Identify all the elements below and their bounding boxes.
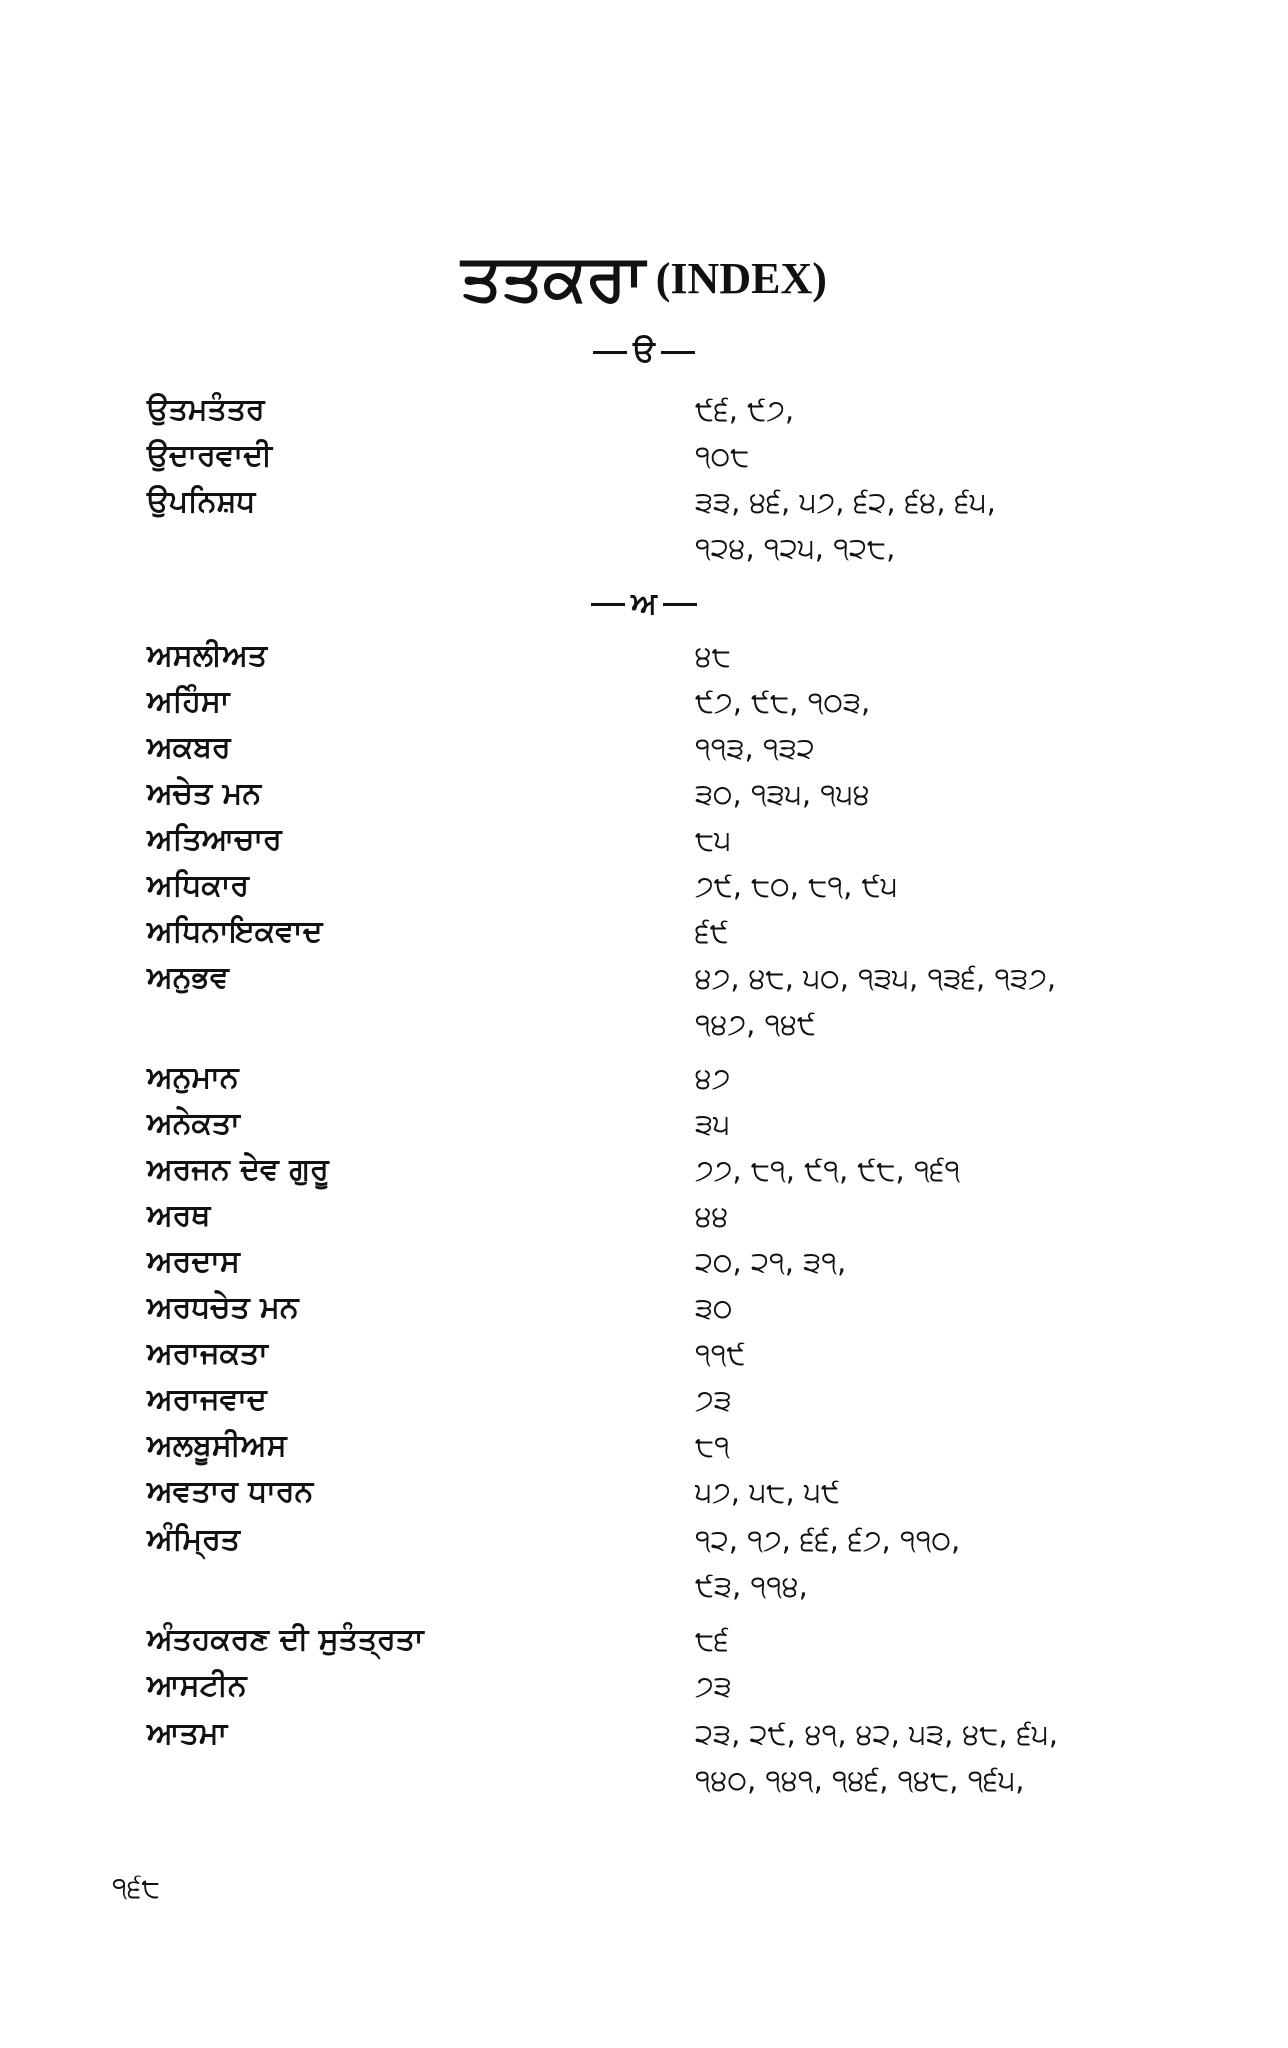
index-pages: ੭੩ — [695, 1669, 732, 1703]
index-term: ਅਧਿਨਾਇਕਵਾਦ — [147, 914, 323, 949]
index-pages: ੧੨, ੧੭, ੬੬, ੬੭, ੧੧੦, — [695, 1523, 961, 1557]
index-pages: ੭੩ — [695, 1383, 732, 1417]
index-term: ਅਨੇਕਤਾ — [147, 1106, 240, 1141]
index-pages: ੨੩, ੨੯, ੪੧, ੪੨, ੫੩, ੪੮, ੬੫, — [695, 1717, 1058, 1751]
page-title-main: ਤਤਕਰਾ — [461, 241, 645, 316]
index-term: ਅਰਾਜਵਾਦ — [147, 1382, 267, 1417]
index-pages: ੨੦, ੨੧, ੩੧, — [695, 1245, 847, 1279]
index-pages-continued: ੧੪੭, ੧੪੯ — [695, 1007, 817, 1041]
index-term: ਅਧਿਕਾਰ — [147, 868, 249, 903]
index-pages: ੩੦, ੧੩੫, ੧੫੪ — [695, 777, 870, 811]
index-pages: ੮੧ — [695, 1429, 730, 1463]
index-pages: ੪੪ — [695, 1199, 729, 1233]
index-pages: ੭੯, ੮੦, ੮੧, ੯੫ — [695, 869, 898, 903]
dash-right — [663, 603, 697, 606]
section-heading-a — [0, 584, 1288, 624]
index-pages: ੪੭, ੪੮, ੫੦, ੧੩੫, ੧੩੬, ੧੩੭, — [695, 961, 1057, 995]
page-title — [0, 238, 1288, 319]
index-term: ਅਰਾਜਕਤਾ — [147, 1336, 268, 1371]
index-term: ਅਰਥ — [147, 1198, 211, 1233]
index-pages: ੬੯ — [695, 915, 729, 949]
index-pages: ੧੦੮ — [695, 439, 750, 473]
index-term: ਅਰਧਚੇਤ ਮਨ — [147, 1290, 299, 1325]
dash-left — [593, 351, 627, 354]
section-letter: ੳ — [633, 334, 655, 369]
index-term: ਅਰਜਨ ਦੇਵ ਗੁਰੂ — [147, 1152, 329, 1187]
index-pages-continued: ੯੩, ੧੧੪, — [695, 1569, 808, 1603]
index-pages: ੮੫ — [695, 823, 732, 857]
index-term: ਆਤਮਾ — [147, 1716, 228, 1751]
index-term: ਅਸਲੀਅਤ — [147, 638, 268, 673]
section-heading-u — [0, 332, 1288, 372]
index-pages: ੩੦ — [695, 1291, 733, 1325]
index-pages-continued: ੧੪੦, ੧੪੧, ੧੪੬, ੧੪੮, ੧੬੫, — [695, 1763, 1025, 1797]
index-pages: ੪੮ — [695, 639, 731, 673]
index-pages-continued: ੧੨੪, ੧੨੫, ੧੨੮, — [695, 531, 896, 565]
index-term: ਉਤਮਤੰਤਰ — [147, 392, 265, 427]
index-pages: ੧੧੯ — [695, 1337, 746, 1371]
index-pages: ੫੭, ੫੮, ੫੯ — [695, 1475, 840, 1509]
index-pages: ੪੭ — [695, 1061, 731, 1095]
page-number: ੧੬੮ — [112, 1871, 160, 1904]
index-pages: ੯੬, ੯੭, — [695, 393, 795, 427]
index-term: ਉਦਾਰਵਾਦੀ — [147, 438, 272, 473]
page-title-sub: (INDEX) — [655, 253, 827, 303]
index-term: ਅਲਬੂਸੀਅਸ — [147, 1428, 287, 1463]
dash-right — [661, 351, 695, 354]
index-term: ਆਸਟੀਨ — [147, 1668, 247, 1703]
index-pages: ੯੭, ੯੮, ੧੦੩, — [695, 685, 871, 719]
index-pages: ੭੭, ੮੧, ੯੧, ੯੮, ੧੬੧ — [695, 1153, 961, 1187]
index-term: ਅੰਮ੍ਰਿਤ — [147, 1522, 240, 1557]
index-term: ਅਨੁਭਵ — [147, 960, 229, 995]
index-term: ਅਵਤਾਰ ਧਾਰਨ — [147, 1474, 314, 1509]
index-term: ਅਤਿਆਚਾਰ — [147, 822, 282, 857]
index-pages: ੩੫ — [695, 1107, 731, 1141]
index-term: ਅਹਿੰਸਾ — [147, 684, 230, 719]
index-term: ਅੰਤਹਕਰਣ ਦੀ ਸੁਤੰਤ੍ਰਤਾ — [147, 1622, 424, 1657]
index-term: ਅਕਬਰ — [147, 730, 231, 765]
dash-left — [591, 603, 625, 606]
index-pages: ੩੩, ੪੬, ੫੭, ੬੨, ੬੪, ੬੫, — [695, 485, 996, 519]
index-term: ਅਚੇਤ ਮਨ — [147, 776, 262, 811]
index-pages: ੮੬ — [695, 1623, 729, 1657]
section-letter: ਅ — [631, 586, 657, 621]
index-pages: ੧੧੩, ੧੩੨ — [695, 731, 815, 765]
index-term: ਅਨੁਮਾਨ — [147, 1060, 239, 1095]
index-term: ਉਪਨਿਸ਼ਧ — [147, 484, 256, 519]
index-term: ਅਰਦਾਸ — [147, 1244, 240, 1279]
